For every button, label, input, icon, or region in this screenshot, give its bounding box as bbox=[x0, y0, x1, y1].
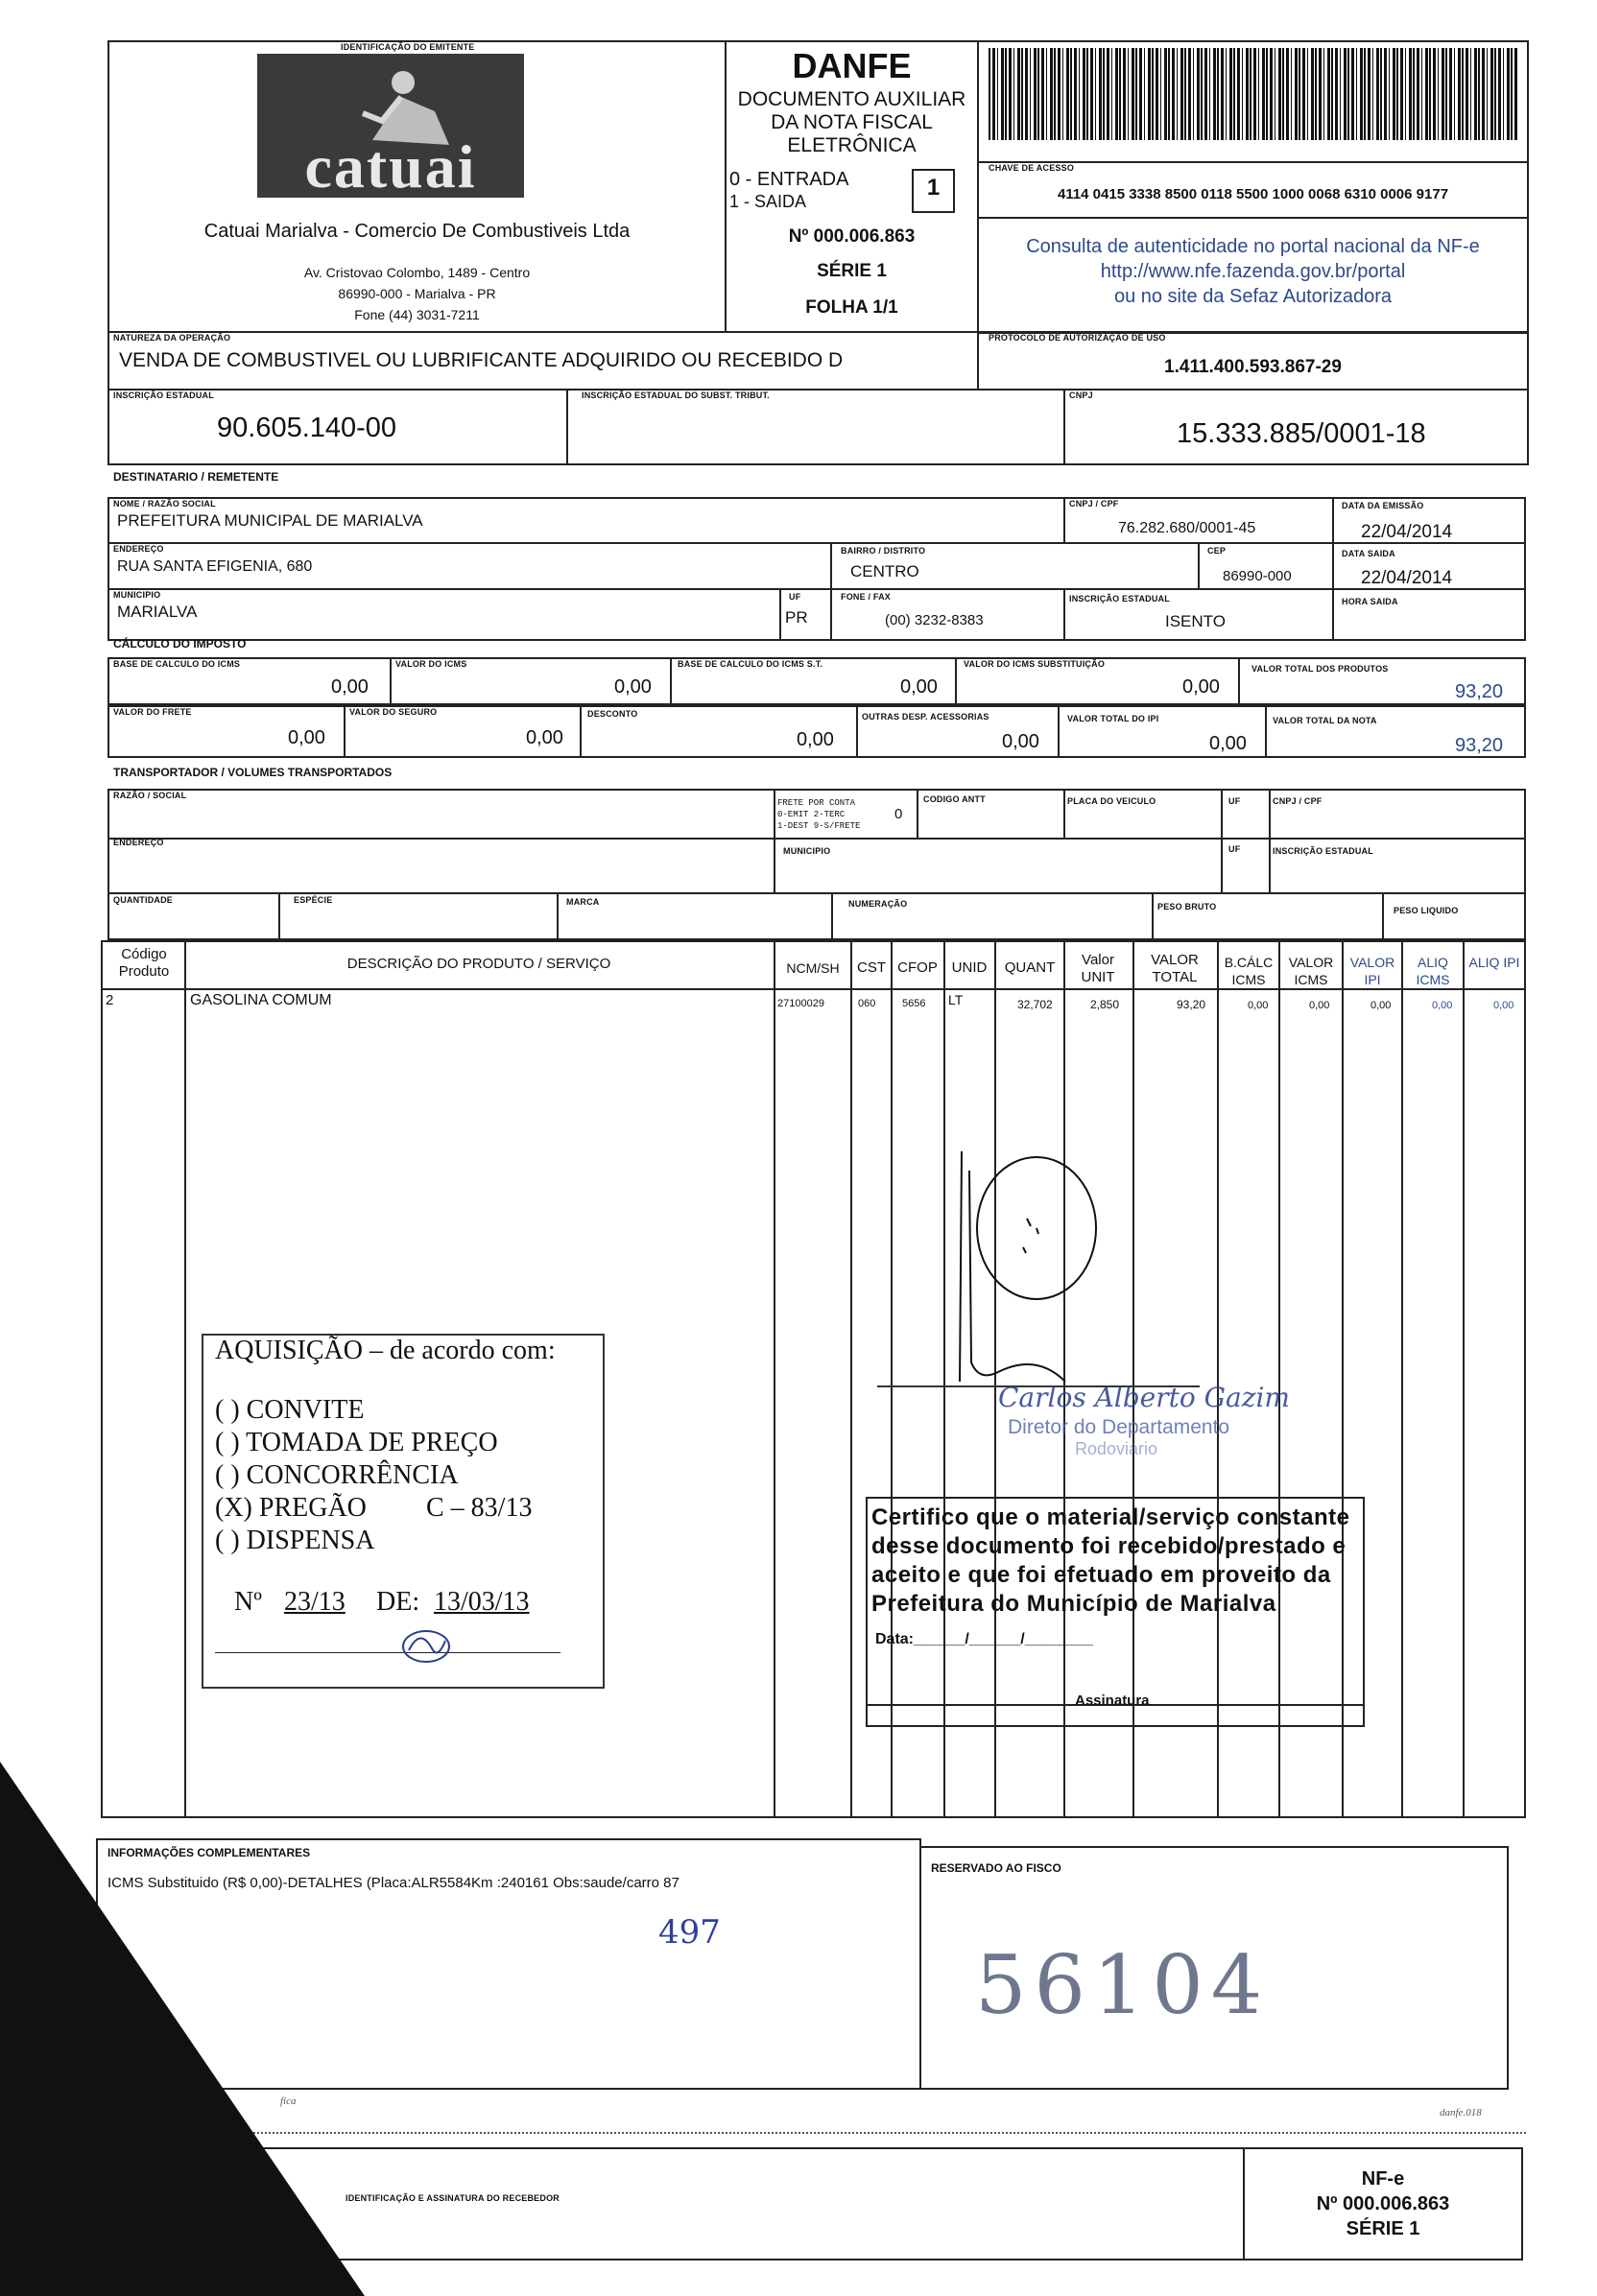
danfe-numero: Nº 000.006.863 bbox=[788, 226, 916, 247]
transp-antt-label: CODIGO ANTT bbox=[923, 794, 986, 804]
dest-municipio: MARIALVA bbox=[117, 603, 198, 621]
td-ncm: 27100029 bbox=[777, 998, 824, 1009]
dest-nome: PREFEITURA MUNICIPAL DE MARIALVA bbox=[117, 511, 423, 530]
danfe-subtitle-2: DA NOTA FISCAL bbox=[771, 111, 933, 133]
dest-municipio-label: MUNICIPIO bbox=[113, 590, 161, 600]
td-vtotal: 93,20 bbox=[1177, 998, 1206, 1011]
dest-cnpj: 76.282.680/0001-45 bbox=[1118, 520, 1256, 536]
cnpj-label: CNPJ bbox=[1069, 391, 1093, 400]
prod-col-2 bbox=[774, 940, 775, 1818]
th-ncm: NCM/SH bbox=[786, 960, 840, 976]
vol-peso-bruto-label: PESO BRUTO bbox=[1157, 902, 1217, 911]
td-aliq-ipi: 0,00 bbox=[1493, 1000, 1514, 1011]
prod-col-13 bbox=[1463, 940, 1465, 1818]
vol-col-2 bbox=[557, 892, 559, 940]
vol-col-1 bbox=[278, 892, 280, 940]
emitente-cep: 86990-000 - Marialva - PR bbox=[338, 286, 496, 301]
danfe-subtitle-3: ELETRÔNICA bbox=[787, 134, 917, 156]
aquisicao-data: 13/03/13 bbox=[434, 1587, 530, 1617]
ie-st-label: INSCRIÇÃO ESTADUAL DO SUBST. TRIBUT. bbox=[582, 391, 770, 400]
th-cfop: CFOP bbox=[897, 959, 938, 976]
imp-col-4 bbox=[1238, 657, 1240, 705]
certifico-assinatura: Assinatura bbox=[1075, 1692, 1150, 1709]
td-vunit: 2,850 bbox=[1090, 998, 1120, 1011]
company-logo bbox=[257, 54, 524, 201]
desconto: 0,00 bbox=[797, 729, 834, 750]
bc-st: 0,00 bbox=[900, 676, 938, 698]
th-v-icms: VALOR ICMS bbox=[1288, 955, 1334, 987]
td-descricao: GASOLINA COMUM bbox=[190, 992, 332, 1008]
danfe-subtitle-1: DOCUMENTO AUXILIAR bbox=[737, 88, 966, 110]
outras-label: OUTRAS DESP. ACESSORIAS bbox=[862, 712, 989, 722]
frete-label: VALOR DO FRETE bbox=[113, 707, 192, 717]
transp-col-3 bbox=[1063, 789, 1065, 839]
consulta-line-2: http://www.nfe.fazenda.gov.br/portal bbox=[1100, 261, 1406, 282]
dest-endereco-label: ENDEREÇO bbox=[113, 544, 164, 554]
v-icms-label: VALOR DO ICMS bbox=[395, 659, 467, 669]
prod-col-1 bbox=[184, 940, 186, 1818]
nfe-serie: SÉRIE 1 bbox=[1346, 2218, 1420, 2239]
imp-col-5 bbox=[344, 705, 346, 758]
ie-st-box bbox=[566, 389, 1065, 465]
dest-cep-label: CEP bbox=[1207, 546, 1227, 556]
bc-icms-label: BASE DE CALCULO DO ICMS bbox=[113, 659, 241, 669]
transp-frete-2: 0-EMIT 2-TERC bbox=[777, 810, 846, 819]
fisco-label: RESERVADO AO FISCO bbox=[931, 1861, 1061, 1875]
bc-st-label: BASE DE CALCULO DO ICMS S.T. bbox=[678, 659, 823, 669]
v-nota: 93,20 bbox=[1455, 735, 1504, 756]
transp-uf-label: UF bbox=[1228, 796, 1241, 806]
dest-bairro: CENTRO bbox=[850, 562, 919, 580]
td-cfop: 5656 bbox=[902, 998, 926, 1009]
th-bc-icms: B.CÁLC ICMS bbox=[1224, 955, 1274, 987]
dest-hora-label: HORA SAIDA bbox=[1342, 597, 1398, 606]
cnpj-value: 15.333.885/0001-18 bbox=[1177, 418, 1426, 449]
dest-cep: 86990-000 bbox=[1223, 568, 1292, 584]
th-descricao: DESCRIÇÃO DO PRODUTO / SERVIÇO bbox=[346, 956, 611, 972]
danfe-title: DANFE bbox=[792, 46, 912, 85]
nfe-label: NF-e bbox=[1361, 2168, 1405, 2189]
td-quant: 32,702 bbox=[1017, 998, 1053, 1011]
th-aliq-icms: ALIQ ICMS bbox=[1416, 955, 1450, 987]
td-v-icms: 0,00 bbox=[1309, 1000, 1330, 1011]
destinatario-section: DESTINATARIO / REMETENTE bbox=[113, 470, 279, 484]
v-prod: 93,20 bbox=[1455, 681, 1504, 702]
v-nota-label: VALOR TOTAL DA NOTA bbox=[1273, 716, 1377, 725]
transp-col-1 bbox=[774, 789, 775, 894]
th-quant: QUANT bbox=[1004, 959, 1056, 976]
director-signature bbox=[893, 1142, 1104, 1391]
dest-ie-label: INSCRIÇÃO ESTADUAL bbox=[1069, 594, 1170, 604]
desconto-label: DESCONTO bbox=[587, 709, 638, 719]
director-role-2: Rodoviário bbox=[1075, 1439, 1158, 1458]
aquisicao-convite: ( ) CONVITE bbox=[215, 1395, 365, 1425]
dest-nome-label: NOME / RAZÃO SOCIAL bbox=[113, 499, 216, 509]
aquisicao-pregao: (X) PREGÃO bbox=[215, 1493, 367, 1523]
dest-ie: ISENTO bbox=[1165, 612, 1226, 630]
dest-saida-label: DATA SAIDA bbox=[1342, 549, 1395, 558]
vol-peso-liq-label: PESO LIQUIDO bbox=[1394, 906, 1459, 915]
th-codigo: Código Produto bbox=[118, 946, 170, 980]
consulta-line-1: Consulta de autenticidade no portal nacional da NF-e bbox=[1026, 236, 1480, 257]
transp-col-4 bbox=[1221, 789, 1223, 894]
vol-marca-label: MARCA bbox=[566, 897, 600, 907]
protocolo-label: PROTOCOLO DE AUTORIZAÇÃO DE USO bbox=[989, 333, 1166, 343]
frete: 0,00 bbox=[288, 727, 325, 748]
emitente-endereco: Av. Cristovao Colombo, 1489 - Centro bbox=[303, 265, 531, 280]
vol-col-5 bbox=[1382, 892, 1384, 940]
imp-col-2 bbox=[670, 657, 672, 705]
vol-col-4 bbox=[1152, 892, 1154, 940]
transp-line-1 bbox=[107, 838, 1526, 840]
emitente-fone: Fone (44) 3031-7211 bbox=[354, 307, 480, 322]
imposto-section: CÁLCULO DO IMPOSTO bbox=[113, 637, 247, 651]
imp-col-1 bbox=[390, 657, 392, 705]
td-bc-icms: 0,00 bbox=[1248, 1000, 1269, 1011]
emitente-razao: Catuai Marialva - Comercio De Combustiveis Ltda bbox=[203, 221, 631, 242]
v-st-label: VALOR DO ICMS SUBSTITUIÇÃO bbox=[964, 659, 1106, 669]
transp-cnpj-label: CNPJ / CPF bbox=[1273, 796, 1323, 806]
th-cst: CST bbox=[857, 959, 886, 976]
transp-frete-3: 1-DEST 9-S/FRETE bbox=[777, 821, 861, 831]
dest-emissao: 22/04/2014 bbox=[1361, 522, 1453, 542]
v-st: 0,00 bbox=[1182, 676, 1220, 698]
aquisicao-tomada: ( ) TOMADA DE PREÇO bbox=[215, 1428, 498, 1457]
certifico-line-1: Certifico que o material/serviço constante bbox=[871, 1504, 1350, 1530]
danfe-folha: FOLHA 1/1 bbox=[805, 297, 898, 318]
transp-razao-label: RAZÃO / SOCIAL bbox=[113, 791, 187, 800]
director-name: Carlos Alberto Gazim bbox=[998, 1382, 1290, 1413]
dest-saida: 22/04/2014 bbox=[1361, 568, 1453, 588]
dest-col-cep bbox=[1198, 542, 1200, 588]
danfe-serie: SÉRIE 1 bbox=[817, 261, 887, 281]
vol-especie-label: ESPÉCIE bbox=[294, 895, 333, 905]
dest-emissao-label: DATA DA EMISSÃO bbox=[1342, 501, 1424, 510]
vol-col-3 bbox=[831, 892, 833, 940]
consulta-line-3: ou no site da Sefaz Autorizadora bbox=[1113, 286, 1393, 307]
chave-label: CHAVE DE ACESSO bbox=[989, 163, 1075, 173]
aquisicao-numero-prefix: Nº bbox=[234, 1587, 262, 1617]
danfe-saida: 1 - SAIDA bbox=[729, 192, 807, 211]
vol-qtd-label: QUANTIDADE bbox=[113, 895, 173, 905]
chave-value: 4114 0415 3338 8500 0118 5500 1000 0068 6310 0006 9177 bbox=[1057, 186, 1449, 202]
aquisicao-initials-signature bbox=[395, 1621, 463, 1669]
fisco-handwritten: 56104 bbox=[975, 1938, 1271, 2032]
vol-numeracao-label: NUMERAÇÃO bbox=[848, 899, 908, 909]
natureza-value: VENDA DE COMBUSTIVEL OU LUBRIFICANTE ADQUIRIDO OU RECEBIDO D bbox=[119, 349, 844, 371]
seguro: 0,00 bbox=[526, 727, 563, 748]
aquisicao-title: AQUISIÇÃO – de acordo com: bbox=[215, 1336, 556, 1365]
v-icms: 0,00 bbox=[614, 676, 652, 698]
dest-col-bairro bbox=[830, 542, 832, 588]
protocolo-value: 1.411.400.593.867-29 bbox=[1164, 357, 1342, 377]
transp-frete-value: 0 bbox=[894, 806, 903, 822]
danfe-tipo: 1 bbox=[926, 175, 941, 201]
footer-left-note: fica bbox=[280, 2095, 297, 2107]
info-section: INFORMAÇÕES COMPLEMENTARES bbox=[107, 1846, 311, 1859]
dest-endereco: RUA SANTA EFIGENIA, 680 bbox=[117, 558, 313, 575]
td-unid: LT bbox=[948, 992, 964, 1007]
dest-col-date bbox=[1332, 497, 1334, 641]
imp-col-9 bbox=[1265, 705, 1267, 758]
certifico-line-3: aceito e que foi efetuado em proveito da bbox=[871, 1562, 1331, 1588]
dest-col-uf bbox=[779, 588, 781, 641]
ipi: 0,00 bbox=[1209, 733, 1247, 754]
transp-placa-label: PLACA DO VEICULO bbox=[1067, 796, 1156, 806]
ie-value: 90.605.140-00 bbox=[217, 413, 397, 443]
dest-uf-label: UF bbox=[789, 592, 801, 602]
certifico-line-4: Prefeitura do Município de Marialva bbox=[871, 1591, 1276, 1617]
nfe-numero: Nº 000.006.863 bbox=[1316, 2193, 1450, 2214]
barcode bbox=[989, 48, 1518, 140]
dest-col-fone bbox=[830, 588, 832, 641]
th-vtotal: VALOR TOTAL bbox=[1151, 952, 1199, 985]
ipi-label: VALOR TOTAL DO IPI bbox=[1067, 714, 1159, 723]
dest-fone: (00) 3232-8383 bbox=[885, 612, 984, 628]
footer-right-note: danfe.018 bbox=[1440, 2107, 1482, 2118]
aquisicao-data-prefix: DE: bbox=[376, 1587, 420, 1617]
aquisicao-concorrencia: ( ) CONCORRÊNCIA bbox=[215, 1460, 459, 1490]
dest-col-cnpj bbox=[1063, 497, 1065, 543]
seguro-label: VALOR DO SEGURO bbox=[349, 707, 438, 717]
transp-endereco-label: ENDEREÇO bbox=[113, 838, 164, 847]
transportador-section: TRANSPORTADOR / VOLUMES TRANSPORTADOS bbox=[113, 766, 393, 779]
dest-cnpj-label: CNPJ / CPF bbox=[1069, 499, 1119, 509]
certifico-line-2: desse documento foi recebido/prestado e bbox=[871, 1533, 1347, 1559]
transp-col-2 bbox=[917, 789, 918, 839]
td-aliq-icms: 0,00 bbox=[1432, 1000, 1453, 1011]
danfe-entrada: 0 - ENTRADA bbox=[729, 169, 849, 190]
td-v-ipi: 0,00 bbox=[1371, 1000, 1392, 1011]
aquisicao-pregao-num: C – 83/13 bbox=[426, 1493, 533, 1523]
bc-icms: 0,00 bbox=[331, 676, 369, 698]
imp-col-8 bbox=[1058, 705, 1060, 758]
imp-col-6 bbox=[580, 705, 582, 758]
scan-shadow-corner bbox=[0, 1762, 365, 2296]
transp-ie-label: INSCRIÇÃO ESTADUAL bbox=[1273, 846, 1373, 856]
dest-col-ie bbox=[1063, 588, 1065, 641]
dest-uf: PR bbox=[785, 608, 808, 627]
outras: 0,00 bbox=[1002, 731, 1039, 752]
prod-col-3 bbox=[850, 940, 852, 1818]
th-unid: UNID bbox=[951, 959, 988, 976]
transp-frete-1: FRETE POR CONTA bbox=[777, 798, 856, 808]
imp-col-3 bbox=[955, 657, 957, 705]
transp-municipio-label: MUNICIPIO bbox=[783, 846, 831, 856]
th-v-ipi: VALOR IPI bbox=[1349, 955, 1395, 987]
th-aliq-ipi: ALIQ IPI bbox=[1468, 955, 1520, 970]
aquisicao-numero: 23/13 bbox=[284, 1587, 346, 1617]
dest-bairro-label: BAIRRO / DISTRITO bbox=[841, 546, 926, 556]
aquisicao-dispensa: ( ) DISPENSA bbox=[215, 1526, 375, 1555]
aquisicao-signature-line bbox=[215, 1652, 560, 1653]
prod-header-line bbox=[101, 988, 1526, 990]
prod-col-12 bbox=[1401, 940, 1403, 1818]
transp-col-5 bbox=[1269, 789, 1271, 894]
th-vunit: Valor UNIT bbox=[1081, 952, 1115, 985]
logo-text: catuai bbox=[304, 132, 477, 201]
certifico-data: Data:______/______/________ bbox=[875, 1631, 1093, 1647]
emitente-label: IDENTIFICAÇÃO DO EMITENTE bbox=[341, 42, 475, 52]
td-cst: 060 bbox=[858, 998, 876, 1009]
dest-row-line-1 bbox=[107, 542, 1526, 544]
imp-col-7 bbox=[856, 705, 858, 758]
dest-fone-label: FONE / FAX bbox=[841, 592, 892, 602]
transp-uf2-label: UF bbox=[1228, 844, 1241, 854]
recebedor-label: IDENTIFICAÇÃO E ASSINATURA DO RECEBEDOR bbox=[346, 2193, 560, 2203]
director-role: Diretor do Departamento bbox=[1008, 1416, 1230, 1438]
v-prod-label: VALOR TOTAL DOS PRODUTOS bbox=[1251, 664, 1389, 674]
info-handwritten: 497 bbox=[658, 1913, 721, 1952]
td-codigo: 2 bbox=[106, 992, 114, 1008]
natureza-label: NATUREZA DA OPERAÇÃO bbox=[113, 333, 231, 343]
info-text: ICMS Substituido (R$ 0,00)-DETALHES (Placa:ALR5584Km :240161 Obs:saude/carro 87 bbox=[107, 1875, 679, 1891]
dest-row-line-2 bbox=[107, 588, 1526, 590]
ie-label: INSCRIÇÃO ESTADUAL bbox=[113, 391, 214, 400]
